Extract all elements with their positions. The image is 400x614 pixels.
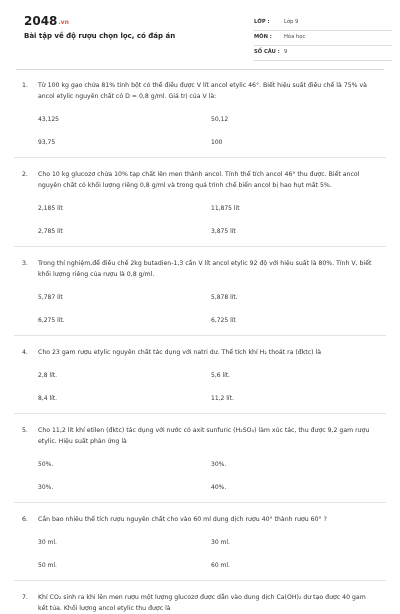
question-list	[0, 80, 400, 614]
question-separator	[14, 580, 386, 581]
answer-options	[38, 292, 400, 326]
header-divider	[16, 69, 384, 70]
question-text: Cho 11,2 lít khí etilen (đktc) tác dụng với nước có axit sunfuric (H₂SO₄) làm xúc tác, thu được 9,2 gam rượu etylic. Hiệu suất phản ứng là	[38, 427, 370, 445]
document-title: Bài tập về độ rượu chọn lọc, có đáp án	[24, 32, 176, 40]
question-item	[0, 592, 400, 614]
meta-row-subject	[254, 31, 392, 46]
answer-option[interactable]: 2,185 lít	[38, 205, 63, 212]
answer-option[interactable]: 5,6 lít.	[211, 372, 231, 379]
question-separator	[14, 157, 386, 158]
answer-option[interactable]: 30 ml.	[211, 539, 230, 546]
meta-value: Hóa học	[284, 34, 306, 40]
question-text: Cho 23 gam rượu etylic nguyên chất tác dụng với natri dư. Thể tích khí H₂ thoát ra (đktc) là	[38, 349, 322, 356]
answer-option[interactable]: 6,275 lít.	[38, 317, 65, 324]
metadata-panel	[254, 16, 392, 61]
question-item	[0, 425, 400, 503]
answer-option[interactable]: 11,875 lít	[211, 205, 240, 212]
answer-option[interactable]: 30%.	[211, 461, 227, 468]
answer-options	[38, 459, 400, 493]
answer-options	[38, 537, 400, 571]
answer-option[interactable]: 60 ml.	[211, 562, 230, 569]
question-text: Trong thí nghiệm,để điều chế 2kg butadien-1,3 cần V lít ancol etylic 92 độ với hiệu suất là 80%. Tính V, biết khối lượng riêng của rượu là 0,8 g/ml.	[38, 260, 372, 278]
question-item	[0, 169, 400, 247]
answer-option[interactable]: 50,12	[211, 116, 229, 123]
question-item	[0, 514, 400, 581]
meta-key: SỐ CÂU :	[254, 49, 280, 55]
answer-option[interactable]: 30 ml.	[38, 539, 57, 546]
answer-option[interactable]: 43,125	[38, 116, 59, 123]
question-text: Khí CO₂ sinh ra khi lên men rượu một lượng glucozơ được dẫn vào dung dịch Ca(OH)₂ dư tạo được 40 gam kết tủa. Khối lượng ancol etylic thu được là	[38, 594, 366, 612]
meta-row-count	[254, 46, 392, 61]
logo-suffix: .vn	[58, 19, 69, 26]
question-number: 6.	[22, 516, 28, 523]
meta-value: 9	[284, 49, 288, 55]
answer-options	[38, 203, 400, 237]
answer-option[interactable]: 2,785 lít	[38, 228, 63, 235]
answer-option[interactable]: 40%.	[211, 484, 227, 491]
logo-text: 2048	[24, 14, 58, 28]
question-number: 5.	[22, 427, 28, 434]
answer-option[interactable]: 5,878 lít.	[211, 294, 238, 301]
question-number: 1.	[22, 82, 28, 89]
site-logo[interactable]	[24, 14, 69, 28]
meta-row-class	[254, 16, 392, 31]
answer-option[interactable]: 5,787 lít	[38, 294, 63, 301]
answer-options	[38, 370, 400, 404]
question-number: 2.	[22, 171, 28, 178]
question-text: Cần bao nhiêu thể tích rượu nguyên chất cho vào 60 ml dung dịch rượu 40° thành rượu 60° ?	[38, 516, 327, 523]
answer-option[interactable]: 11,2 lít.	[211, 395, 234, 402]
meta-value: Lớp 9	[284, 19, 299, 25]
answer-option[interactable]: 3,875 lít	[211, 228, 236, 235]
question-separator	[14, 335, 386, 336]
question-separator	[14, 502, 386, 503]
meta-key: MÔN :	[254, 34, 272, 40]
question-separator	[14, 246, 386, 247]
question-item	[0, 347, 400, 414]
question-text: Cho 10 kg glucozơ chứa 10% tạp chất lên men thành ancol. Tính thể tích ancol 46° thu được. Biết ancol nguyên chất có khối lượng riêng 0,8 g/ml và trong quá trình chế biến ancol bị hao hụt mất 5%.	[38, 171, 360, 189]
answer-option[interactable]: 50 ml.	[38, 562, 57, 569]
question-item	[0, 80, 400, 158]
question-number: 4.	[22, 349, 28, 356]
answer-option[interactable]: 100	[211, 139, 223, 146]
question-item	[0, 258, 400, 336]
meta-key: LỚP :	[254, 19, 270, 25]
question-text: Từ 100 kg gạo chứa 81% tinh bột có thể điều được V lít ancol etylic 46°. Biết hiệu suất điều chế là 75% và ancol etylic nguyên chất có D = 0,8 g/ml. Giá trị của V là:	[38, 82, 367, 100]
answer-option[interactable]: 30%.	[38, 484, 54, 491]
question-number: 3.	[22, 260, 28, 267]
header	[0, 0, 400, 66]
answer-options	[38, 114, 400, 148]
answer-option[interactable]: 2,8 lít.	[38, 372, 58, 379]
answer-option[interactable]: 50%.	[38, 461, 54, 468]
answer-option[interactable]: 8,4 lít.	[38, 395, 58, 402]
question-separator	[14, 413, 386, 414]
question-number: 7.	[22, 594, 28, 601]
answer-option[interactable]: 93,75	[38, 139, 56, 146]
answer-option[interactable]: 6,725 lít	[211, 317, 236, 324]
